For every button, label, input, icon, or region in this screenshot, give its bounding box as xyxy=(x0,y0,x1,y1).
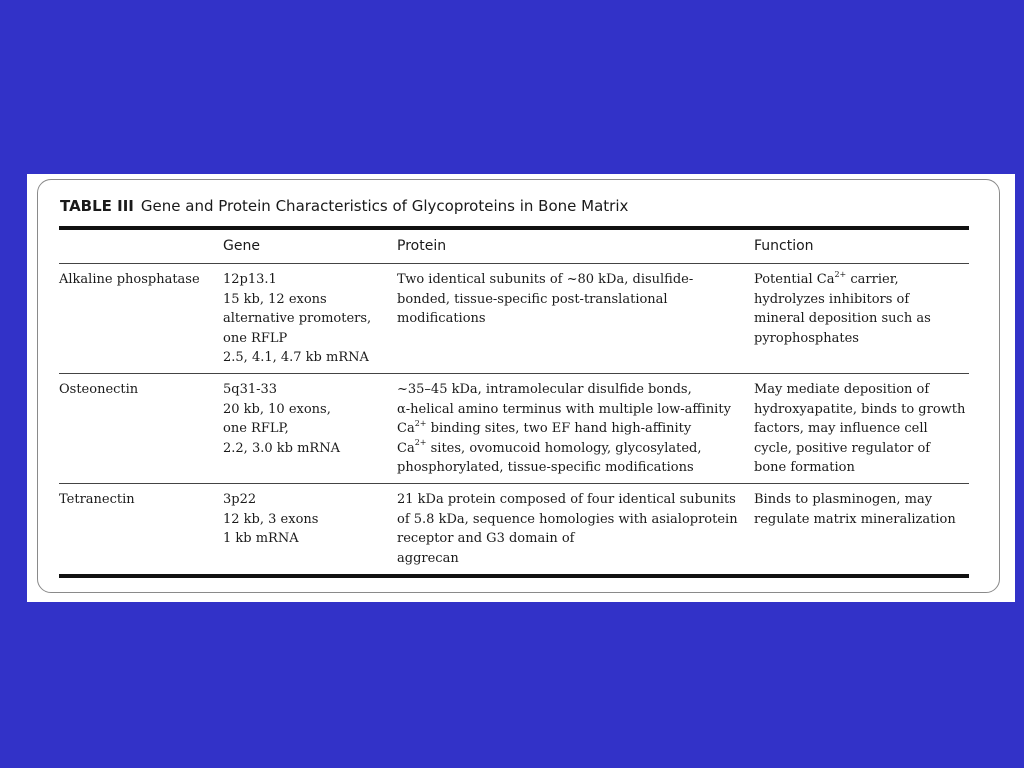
cell-line: Binds to plasminogen, may xyxy=(754,492,933,507)
cell-line: hydrolyzes inhibitors of xyxy=(754,291,910,307)
row-divider xyxy=(59,373,969,374)
cell-line: phosphorylated, tissue-specific modifications xyxy=(397,460,694,475)
gene-cell xyxy=(223,270,371,368)
cell-line: 2.5, 4.1, 4.7 kb mRNA xyxy=(223,350,369,365)
header-protein: Protein xyxy=(397,238,447,254)
cell-line: mineral deposition such as xyxy=(754,311,931,326)
protein-cell xyxy=(397,380,731,478)
cell-line: 12p13.1 xyxy=(223,272,277,287)
gene-cell xyxy=(223,490,318,549)
cell-line: modifications xyxy=(397,311,486,326)
cell-line: factors, may influence cell xyxy=(754,421,928,436)
cell-line: $Ca^{2+}$ sites, ovomucoid homology, glycosylated, xyxy=(397,438,702,456)
cell-line: 15 kb, 12 exons xyxy=(223,291,327,307)
cell-line: one RFLP, xyxy=(223,421,289,436)
function-cell xyxy=(754,380,965,478)
table-caption: Gene and Protein Characteristics of Glycoproteins in Bone Matrix xyxy=(140,197,629,215)
cell-line: 21 kDa protein composed of four identical subunits xyxy=(397,492,736,507)
top-rule xyxy=(59,226,969,230)
cell-line: bonded, tissue-specific post-translational xyxy=(397,291,668,307)
function-cell xyxy=(754,490,956,529)
row-name-alkaline-phosphatase: Alkaline phosphatase xyxy=(59,272,200,287)
cell-line: aggrecan xyxy=(397,550,459,566)
cell-line: ~35–45 kDa, intramolecular disulfide bonds, xyxy=(397,382,692,397)
row-divider xyxy=(59,483,969,484)
protein-cell xyxy=(397,490,738,568)
cell-line: May mediate deposition of xyxy=(754,382,930,397)
header-rule xyxy=(59,263,969,264)
cell-line: bone formation xyxy=(754,460,855,475)
cell-line: cycle, positive regulator of xyxy=(754,440,931,456)
gene-cell xyxy=(223,380,340,458)
cell-line: 20 kb, 10 exons, xyxy=(223,401,331,417)
protein-cell xyxy=(397,270,693,329)
cell-line: 5q31-33 xyxy=(223,382,278,397)
header-function: Function xyxy=(754,238,814,254)
header-gene: Gene xyxy=(223,238,260,254)
bottom-rule xyxy=(59,574,969,578)
cell-line: Potential $Ca^{2+}$ carrier, xyxy=(754,269,899,287)
row-name-tetranectin: Tetranectin xyxy=(59,492,135,507)
cell-line: one RFLP xyxy=(223,330,288,346)
cell-line: regulate matrix mineralization xyxy=(754,511,956,527)
cell-line: pyrophosphates xyxy=(754,330,859,346)
cell-line: 12 kb, 3 exons xyxy=(223,511,319,527)
cell-line: 3p22 xyxy=(223,492,257,507)
cell-line: receptor and G3 domain of xyxy=(397,531,575,546)
table-title xyxy=(60,197,628,215)
table-image-panel xyxy=(27,174,1015,602)
cell-line: 1 kb mRNA xyxy=(223,531,299,546)
table-number: TABLE III xyxy=(60,197,134,215)
cell-line: 2.2, 3.0 kb mRNA xyxy=(223,440,340,456)
cell-line: of 5.8 kDa, sequence homologies with asialoprotein xyxy=(397,511,738,527)
cell-line: alternative promoters, xyxy=(223,311,372,326)
cell-line: hydroxyapatite, binds to growth xyxy=(754,401,966,417)
row-name-osteonectin: Osteonectin xyxy=(59,382,139,397)
cell-line: Two identical subunits of ~80 kDa, disulfide- xyxy=(397,272,694,287)
cell-line: α-helical amino terminus with multiple low-affinity xyxy=(397,401,731,417)
function-cell xyxy=(754,270,931,348)
cell-line: $Ca^{2+}$ binding sites, two EF hand high-affinity xyxy=(397,418,692,436)
